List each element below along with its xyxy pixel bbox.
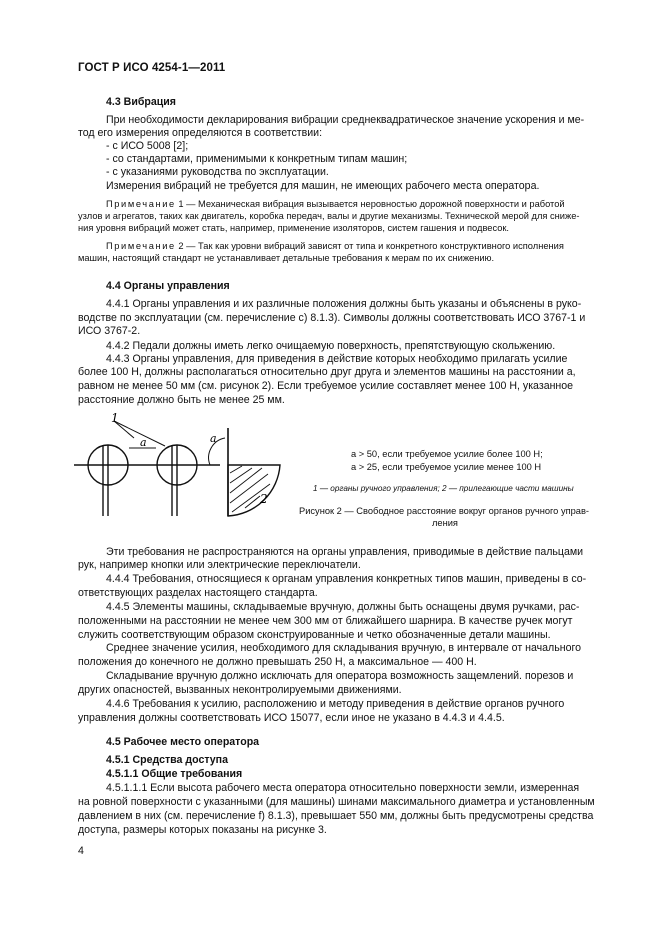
figure-2-drawing [70, 408, 310, 518]
paragraph-line: При необходимости декларирования вибрации среднеквадратическое значение ускорения и ме- [106, 114, 585, 126]
list-item: - с ИСО 5008 [2]; [106, 140, 189, 152]
paragraph-line: расстояние должно быть не менее 25 мм. [78, 394, 285, 406]
paragraph-line: 4.4.2 Педали должны иметь легко очищаемую поверхность, препятствующую скольжению. [106, 340, 556, 352]
paragraph-line: давлением в них (см. перечисление f) 8.1.3), превышает 550 мм, должны быть предусмотрены средства [78, 810, 594, 822]
note-label: Примечание [106, 241, 176, 251]
note-label: Примечание [106, 199, 176, 209]
list-item: - со стандартами, применимыми к конкретным типам машин; [106, 153, 408, 165]
standard-header: ГОСТ Р ИСО 4254-1—2011 [78, 62, 226, 74]
paragraph-line: Среднее значение усилия, необходимого для складывания вручную, в интервале от начального [106, 642, 581, 654]
paragraph-line: равном не менее 50 мм (см. рисунок 2). Если требуемое усилие составляет менее 100 Н, указанное [78, 380, 574, 392]
paragraph-line: ИСО 3767-2. [78, 325, 141, 337]
note-text: 2 — Так как уровни вибраций зависят от типа и конкретного конструктивного исполнения [175, 241, 564, 251]
subsection-title-general: 4.5.1.1 Общие требования [106, 768, 243, 780]
section-title-vibration: 4.3 Вибрация [106, 96, 176, 108]
paragraph-line: положенными на расстоянии не менее чем 300 мм от ближайшего шарнира. В качестве ручек могут [78, 615, 573, 627]
figure-label-1: 1 [111, 411, 119, 425]
paragraph-line: Эти требования не распространяются на органы управления, приводимые в действие пальцами [106, 546, 584, 558]
figure-label-a: a [140, 436, 147, 449]
paragraph-line: 4.4.4 Требования, относящиеся к органам управления конкретных типов машин, приведены в со- [106, 573, 587, 585]
figure-caption: ления [432, 518, 458, 528]
subsection-title-access: 4.5.1 Средства доступа [106, 754, 228, 766]
paragraph-line: положения до конечного не должно превышать 250 Н, а максимальное — 400 Н. [78, 656, 477, 668]
paragraph-line: 4.4.5 Элементы машины, складываемые вручную, должны быть оснащены двумя ручками, рас- [106, 601, 580, 613]
figure-condition: a > 25, если требуемое усилие менее 100 Н [351, 462, 542, 472]
section-title-controls: 4.4 Органы управления [106, 280, 230, 292]
paragraph-line: 4.5.1.1.1 Если высота рабочего места оператора относительно поверхности земли, измеренная [106, 782, 580, 794]
paragraph-line: более 100 Н, должны располагаться относительно друг друга и элементов машины на расстоянии а, [78, 366, 576, 378]
figure-label-a-2: a [210, 432, 217, 445]
figure-legend: 1 — органы ручного управления; 2 — прилегающие части машины [313, 484, 574, 493]
paragraph-line: рук, например кнопки или электрические переключатели. [78, 559, 361, 571]
note-1-line: ния уровня вибраций может стать, например, применение изоляторов, систем гашения и подвесок. [78, 223, 510, 233]
paragraph-line: на ровной поверхности с указанными (для машины) шинами максимального диаметра и установленным [78, 796, 595, 808]
paragraph-line: других опасностей, вызванных неконтролируемыми движениями. [78, 684, 402, 696]
paragraph-line: 4.4.6 Требования к усилию, расположению и методу приведения в действие органов ручного [106, 698, 565, 710]
figure-caption: Рисунок 2 — Свободное расстояние вокруг органов ручного управ- [299, 506, 589, 516]
note-text: 1 — Механическая вибрация вызывается неровностью дорожной поверхности и работой [175, 199, 565, 209]
paragraph-line: ответствующих разделах настоящего стандарта. [78, 587, 318, 599]
paragraph-line: Складывание вручную должно исключать для оператора возможность защемлений. порезов и [106, 670, 574, 682]
note-1-line: узлов и агрегатов, таких как двигатель, коробка передач, валы и другие механизмы. Технической мерой для сниже- [78, 211, 580, 221]
paragraph-line: 4.4.1 Органы управления и их различные положения должны быть указаны и объяснены в руко- [106, 298, 582, 310]
list-item: - с указаниями руководства по эксплуатации. [106, 166, 329, 178]
paragraph-line: Измерения вибраций не требуется для машин, не имеющих рабочего места оператора. [106, 180, 540, 192]
figure-condition: a > 50, если требуемое усилие более 100 Н; [351, 449, 543, 459]
adjacent-machine-part [228, 465, 280, 516]
note-2-line: машин, настоящий стандарт не устанавливает детальные требования к мерам по их снижению. [78, 253, 495, 263]
paragraph-line: доступа, размеры которых показаны на рисунке 3. [78, 824, 327, 836]
paragraph-line: управления должны соответствовать ИСО 15077, если иное не указано в 4.4.3 и 4.4.5. [78, 712, 505, 724]
section-title-workplace: 4.5 Рабочее место оператора [106, 736, 260, 748]
paragraph-line: служить соответствующим образом сконструированные и четко обозначенные детали машины. [78, 629, 551, 641]
paragraph-line: 4.4.3 Органы управления, для приведения в действие которых необходимо прилагать усилие [106, 353, 568, 365]
figure-label-2: 2 [260, 492, 268, 506]
paragraph-line: тод его измерения определяются в соответствии: [78, 127, 323, 139]
paragraph-line: водстве по эксплуатации (см. перечисление с) 8.1.3). Символы должны соответствовать ИСО 3767-1 и [78, 312, 586, 324]
page-number: 4 [78, 845, 84, 857]
